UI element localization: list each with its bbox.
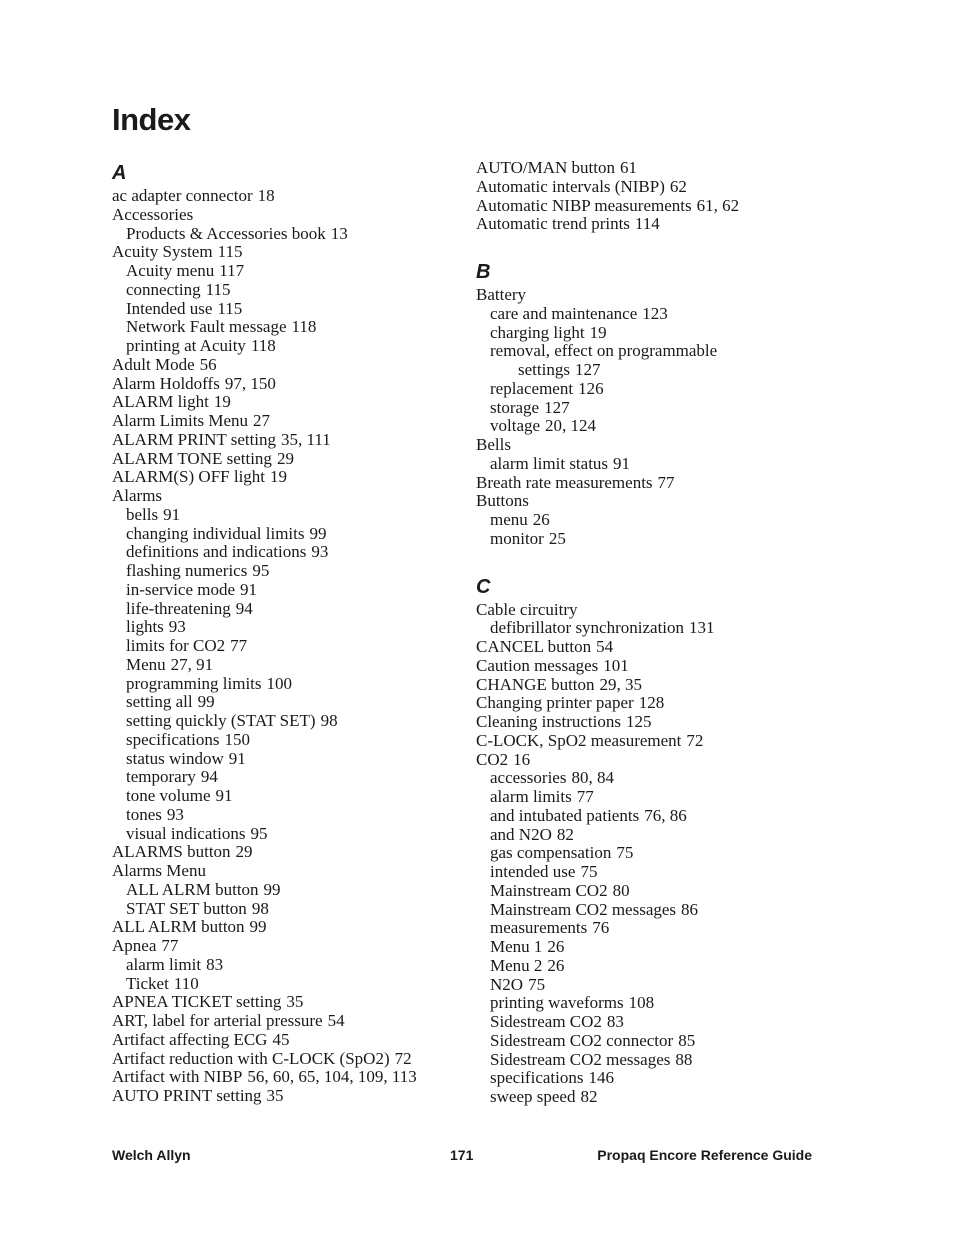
index-entry	[476, 215, 856, 234]
index-term: Sidestream CO2 messages	[490, 1049, 671, 1069]
index-term: temporary	[126, 767, 196, 787]
index-subentry	[112, 600, 492, 619]
index-term: specifications	[490, 1068, 584, 1088]
index-page-ref: 88	[675, 1049, 693, 1069]
index-page-ref: 54	[327, 1011, 345, 1030]
index-term: CO2	[476, 749, 509, 769]
index-page-ref: 115	[205, 279, 231, 299]
index-page-ref: 80	[612, 880, 630, 900]
index-term: AUTO/MAN button	[476, 158, 615, 177]
index-subentry	[476, 361, 856, 380]
index-term: flashing numerics	[126, 561, 248, 580]
index-page-ref: 91	[215, 786, 233, 805]
index-term: Buttons	[476, 491, 529, 511]
index-term: Automatic trend prints	[476, 214, 630, 234]
index-term: changing individual limits	[126, 523, 305, 543]
index-subentry	[112, 768, 492, 787]
index-term: Mainstream CO2 messages	[490, 899, 677, 919]
index-page-ref: 100	[266, 673, 293, 693]
index-term: Acuity menu	[126, 261, 215, 280]
index-page-ref: 110	[173, 973, 199, 993]
index-entry	[476, 694, 856, 713]
index-term: intended use	[490, 862, 576, 881]
index-term: specifications	[126, 729, 220, 749]
index-term: Menu	[126, 654, 166, 674]
index-page-ref: 86	[681, 899, 699, 919]
index-page-ref: 91	[228, 748, 246, 768]
index-subentry	[112, 975, 492, 994]
index-subentry	[476, 882, 856, 901]
index-term: Artifact reduction with C-LOCK (SpO2)	[112, 1048, 390, 1068]
index-page-ref: 99	[263, 879, 281, 899]
index-subentry	[476, 511, 856, 530]
index-entry	[476, 159, 856, 178]
index-page-ref: 108	[628, 993, 655, 1013]
index-page-ref: 93	[168, 617, 186, 637]
index-subentry	[112, 281, 492, 300]
index-page-ref: 75	[528, 974, 546, 994]
index-page-ref: 35, 111	[281, 429, 331, 449]
index-entry	[476, 286, 856, 305]
index-subentry	[476, 1069, 856, 1088]
index-term: definitions and indications	[126, 542, 307, 562]
index-term: ALARM(S) OFF light	[112, 467, 266, 487]
index-subentry	[112, 787, 492, 806]
index-subentry	[112, 825, 492, 844]
index-entry	[112, 431, 492, 450]
index-term: Artifact with NIBP	[112, 1067, 243, 1087]
index-page-ref: 29, 35	[599, 674, 643, 694]
index-term: bells	[126, 504, 159, 524]
page-title: Index	[112, 102, 191, 137]
index-subentry	[476, 1032, 856, 1051]
index-subentry	[476, 305, 856, 324]
section-letter: A	[112, 162, 127, 184]
index-page-ref: 98	[320, 711, 338, 730]
index-term: Changing printer paper	[476, 693, 634, 713]
index-term: and intubated patients	[490, 805, 640, 825]
index-term: Network Fault message	[126, 317, 287, 337]
index-page-ref: 61, 62	[696, 195, 740, 215]
index-entry	[476, 751, 856, 770]
index-page-ref: 16	[513, 749, 531, 769]
index-term: printing at Acuity	[126, 336, 246, 355]
index-page-ref: 115	[217, 298, 243, 318]
index-subentry	[112, 337, 492, 356]
index-subentry	[476, 619, 856, 638]
index-page-ref: 85	[678, 1030, 696, 1050]
index-page-ref: 93	[311, 542, 329, 562]
index-entry	[112, 375, 492, 394]
index-page-ref: 61	[620, 158, 637, 177]
index-term: Acuity System	[112, 242, 213, 262]
index-page-ref: 76, 86	[644, 805, 687, 825]
index-term: STAT SET button	[126, 898, 247, 918]
index-subentry	[112, 318, 492, 337]
index-term: setting quickly (STAT SET)	[126, 711, 316, 730]
index-term: life-threatening	[126, 598, 231, 618]
index-page-ref: 13	[330, 223, 348, 243]
index-term: ART, label for arterial pressure	[112, 1011, 323, 1030]
index-term: Cleaning instructions	[476, 712, 621, 731]
index-entry	[476, 732, 856, 751]
index-page-ref: 19	[270, 467, 288, 487]
index-page-ref: 83	[206, 954, 224, 974]
index-term: Automatic intervals (NIBP)	[476, 176, 665, 196]
index-subentry	[112, 900, 492, 919]
index-term: replacement	[490, 378, 574, 398]
index-subentry	[476, 769, 856, 788]
footer-page-number: 171	[450, 1147, 474, 1163]
index-entry	[112, 450, 492, 469]
index-entry	[112, 843, 492, 862]
index-page-ref: 25	[548, 528, 566, 548]
index-page-ref: 19	[213, 392, 231, 412]
index-entry	[112, 206, 492, 225]
index-subentry	[112, 225, 492, 244]
index-entry	[476, 713, 856, 732]
index-subentry	[112, 618, 492, 637]
index-term: visual indications	[126, 823, 246, 843]
index-term: Caution messages	[476, 655, 599, 675]
index-page-ref: 77	[161, 936, 179, 955]
index-subentry	[112, 525, 492, 544]
index-term: measurements	[490, 918, 588, 938]
index-term: Breath rate measurements	[476, 472, 653, 492]
index-page-ref: 114	[634, 214, 660, 234]
index-term: Menu 2	[490, 955, 543, 975]
index-subentry	[476, 807, 856, 826]
index-term: menu	[490, 510, 528, 529]
footer-publisher: Welch Allyn	[112, 1147, 191, 1163]
index-term: status window	[126, 748, 224, 768]
index-page-ref: 82	[556, 824, 574, 844]
index-page-ref: 29	[235, 842, 253, 862]
index-subentry	[476, 342, 856, 361]
index-page-ref: 91	[613, 453, 631, 473]
index-term: CANCEL button	[476, 637, 592, 656]
index-page-ref: 95	[252, 561, 270, 580]
index-entry	[476, 601, 856, 620]
index-term: N2O	[490, 974, 524, 994]
index-term: APNEA TICKET setting	[112, 992, 282, 1012]
index-entry	[112, 1031, 492, 1050]
index-term: programming limits	[126, 673, 262, 693]
index-subentry	[112, 881, 492, 900]
index-term: CHANGE button	[476, 674, 595, 694]
index-term: tone volume	[126, 786, 211, 805]
index-entry	[112, 1012, 492, 1031]
index-subentry	[476, 844, 856, 863]
index-page-ref: 77	[657, 472, 675, 492]
index-term: Apnea	[112, 936, 157, 955]
index-term: Alarm Limits Menu	[112, 411, 248, 430]
index-subentry	[476, 976, 856, 995]
index-entry	[112, 487, 492, 506]
index-subentry	[476, 1013, 856, 1032]
footer-document-title: Propaq Encore Reference Guide	[597, 1147, 812, 1163]
index-page-ref: 95	[250, 823, 268, 843]
index-entry	[112, 468, 492, 487]
index-page-ref: 128	[638, 693, 665, 713]
index-subentry	[476, 938, 856, 957]
index-page-ref: 98	[251, 898, 269, 918]
index-term: Menu 1	[490, 937, 543, 956]
index-subentry	[112, 300, 492, 319]
index-page-ref: 94	[200, 767, 218, 787]
index-entry	[112, 993, 492, 1012]
index-entry	[476, 492, 856, 511]
index-subentry	[112, 581, 492, 600]
index-column-right	[476, 159, 856, 1107]
index-term: storage	[490, 397, 540, 417]
index-subentry	[476, 324, 856, 343]
index-subentry	[476, 455, 856, 474]
index-page-ref: 27, 91	[170, 654, 214, 674]
index-page-ref: 54	[596, 637, 614, 656]
index-term: Bells	[476, 435, 511, 454]
index-page-ref: 117	[219, 261, 245, 280]
index-page-ref: 146	[588, 1068, 614, 1088]
index-term: tones	[126, 804, 162, 824]
index-page-ref: 99	[309, 523, 327, 543]
index-page-ref: 131	[689, 618, 715, 638]
index-entry	[112, 243, 492, 262]
index-subentry	[112, 712, 492, 731]
index-term: Sidestream CO2 connector	[490, 1030, 674, 1050]
index-subentry	[476, 901, 856, 920]
index-page-ref: 62	[669, 176, 687, 196]
index-page-ref: 101	[603, 655, 629, 675]
index-page-ref: 20, 124	[545, 416, 597, 436]
index-term: Artifact affecting ECG	[112, 1029, 268, 1049]
index-term: alarm limits	[490, 787, 572, 806]
index-subentry	[476, 1088, 856, 1107]
index-page-ref: 127	[544, 397, 570, 417]
index-subentry	[112, 750, 492, 769]
index-page-ref: 75	[580, 862, 598, 881]
index-entry	[112, 862, 492, 881]
index-subentry	[476, 417, 856, 436]
index-term: ALARM TONE setting	[112, 448, 272, 468]
index-page-ref: 126	[578, 378, 604, 398]
index-term: gas compensation	[490, 843, 612, 863]
index-page-ref: 76	[592, 918, 610, 938]
index-subentry	[476, 826, 856, 845]
index-page-ref: 19	[589, 322, 607, 342]
index-term: sweep speed	[490, 1087, 576, 1106]
index-entry	[112, 393, 492, 412]
section-spacer	[476, 234, 856, 258]
index-page-ref: 115	[217, 242, 243, 262]
index-page-ref: 26	[532, 510, 550, 529]
index-term: Alarms	[112, 486, 163, 505]
index-entry	[112, 1087, 492, 1106]
index-term: defibrillator synchronization	[490, 618, 685, 638]
index-term: Intended use	[126, 298, 213, 318]
index-term: connecting	[126, 279, 201, 299]
index-term: voltage	[490, 416, 541, 436]
index-term: in-service mode	[126, 579, 236, 599]
index-term: ALARM light	[112, 392, 209, 412]
section-letter: C	[476, 575, 491, 598]
index-page-ref: 35	[286, 992, 304, 1012]
index-page-ref: 56	[199, 354, 217, 374]
index-page-ref: 97, 150	[224, 373, 276, 393]
index-term: Adult Mode	[112, 354, 195, 374]
index-page-ref: 93	[166, 804, 184, 824]
index-page-ref: 150	[224, 729, 250, 749]
index-page-ref: 83	[606, 1012, 624, 1031]
index-subentry	[112, 506, 492, 525]
index-page-ref: 80, 84	[571, 768, 614, 788]
index-entry	[476, 657, 856, 676]
section-spacer	[476, 549, 856, 573]
index-term: ALARM PRINT setting	[112, 429, 277, 449]
index-term: monitor	[490, 528, 544, 548]
index-term: setting all	[126, 692, 193, 712]
index-subentry	[476, 788, 856, 807]
index-page-ref: 75	[616, 843, 634, 863]
index-entry	[476, 436, 856, 455]
index-term: alarm limit status	[490, 453, 609, 473]
index-term: Products & Accessories book	[126, 223, 326, 243]
index-page-ref: 56, 60, 65, 104, 109, 113	[247, 1067, 417, 1087]
index-page-ref: 77	[576, 787, 594, 806]
index-page-ref: 77	[230, 636, 248, 655]
index-page-ref: 125	[625, 712, 652, 731]
index-term: AUTO PRINT setting	[112, 1086, 262, 1105]
index-page-ref: 127	[574, 360, 601, 379]
index-term: charging light	[490, 322, 585, 342]
index-page-ref: 118	[291, 317, 317, 337]
index-page-ref: 72	[686, 730, 704, 750]
index-term: settings	[518, 360, 570, 379]
index-entry	[112, 937, 492, 956]
index-entry	[112, 1050, 492, 1069]
index-subentry	[112, 637, 492, 656]
index-subentry	[476, 399, 856, 418]
index-subentry	[476, 863, 856, 882]
index-column-left	[112, 159, 492, 1106]
index-entry	[112, 356, 492, 375]
index-page-ref: 99	[249, 917, 267, 937]
index-page-ref: 18	[257, 186, 275, 205]
index-term: Alarm Holdoffs	[112, 373, 220, 393]
index-entry	[112, 412, 492, 431]
index-term: C-LOCK, SpO2 measurement	[476, 730, 682, 750]
index-subentry	[112, 656, 492, 675]
index-page-ref: 99	[197, 692, 215, 712]
index-page-ref: 94	[235, 598, 253, 618]
index-term: removal, effect on programmable	[490, 341, 718, 361]
index-term: care and maintenance	[490, 303, 638, 323]
index-term: ALL ALRM button	[126, 879, 259, 899]
index-term: Mainstream CO2	[490, 880, 608, 900]
index-term: Battery	[476, 285, 527, 304]
index-entry	[476, 178, 856, 197]
index-page-ref: 26	[547, 937, 565, 956]
index-subentry	[476, 994, 856, 1013]
index-subentry	[476, 919, 856, 938]
index-page-ref: 29	[276, 448, 294, 468]
index-term: Cable circuitry	[476, 599, 578, 619]
index-subentry	[476, 957, 856, 976]
index-page-ref: 123	[642, 303, 668, 323]
index-subentry	[112, 806, 492, 825]
index-entry	[476, 676, 856, 695]
index-page-ref: 45	[272, 1029, 290, 1049]
index-page-ref: 27	[252, 411, 270, 430]
index-entry	[476, 474, 856, 493]
index-term: printing waveforms	[490, 993, 624, 1013]
index-term: ALL ALRM button	[112, 917, 245, 937]
index-term: Alarms Menu	[112, 861, 206, 880]
index-subentry	[112, 693, 492, 712]
index-term: Ticket	[126, 973, 169, 993]
index-term: Sidestream CO2	[490, 1012, 602, 1031]
index-subentry	[112, 956, 492, 975]
index-entry	[476, 638, 856, 657]
index-page-ref: 91	[240, 579, 258, 599]
index-page-ref: 26	[547, 955, 565, 975]
index-term: Automatic NIBP measurements	[476, 195, 692, 215]
index-term: ac adapter connector	[112, 186, 253, 205]
index-term: accessories	[490, 768, 567, 788]
index-subentry	[112, 731, 492, 750]
index-term: and N2O	[490, 824, 552, 844]
index-page-ref: 35	[266, 1086, 284, 1105]
index-subentry	[112, 675, 492, 694]
index-entry	[112, 1068, 492, 1087]
index-subentry	[112, 262, 492, 281]
index-page-ref: 118	[250, 336, 276, 355]
index-entry	[476, 197, 856, 216]
index-term: alarm limit	[126, 954, 202, 974]
index-page-ref: 82	[580, 1087, 598, 1106]
section-letter: B	[476, 261, 491, 283]
index-term: Accessories	[112, 204, 194, 224]
index-term: limits for CO2	[126, 636, 226, 655]
index-page-ref: 91	[163, 504, 181, 524]
index-subentry	[476, 1051, 856, 1070]
index-term: lights	[126, 617, 164, 637]
index-subentry	[476, 530, 856, 549]
index-page-ref: 72	[394, 1048, 412, 1068]
index-subentry	[112, 562, 492, 581]
index-entry	[112, 918, 492, 937]
index-subentry	[112, 543, 492, 562]
index-term: ALARMS button	[112, 842, 231, 862]
index-entry	[112, 187, 492, 206]
index-subentry	[476, 380, 856, 399]
